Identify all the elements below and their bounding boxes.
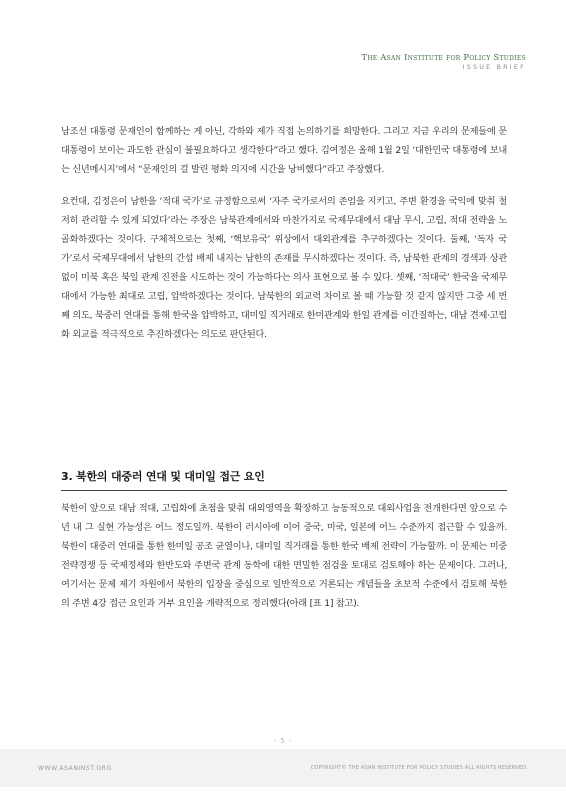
footer-website-link[interactable]: WWW.ASANINST.ORG (38, 765, 112, 772)
section-divider (61, 490, 507, 491)
institute-name: The Asan Institute for Policy Studies (361, 52, 526, 62)
header-brand (362, 52, 526, 71)
section-heading: 3. 북한의 대중러 연대 및 대미일 접근 요인 (61, 470, 265, 483)
body-text (61, 122, 507, 357)
footer-copyright: COPYRIGHT© THE ASAN INSTITUTE FOR POLICY STUDIES ALL RIGHTS RESERVED. (310, 765, 528, 771)
page-number: - 5 - (273, 737, 293, 745)
section-body (61, 499, 507, 626)
paragraph: 북한이 앞으로 대남 적대, 고립화에 초점을 맞춰 대외영역을 확장하고 능동적으로 대외사업을 전개한다면 앞으로 수년 내 그 실현 가능성은 어느 정도일까. 북한이 러시아에 이어 중국, 미국, 일본에 어느 수준까지 접근할 수 있을까. 북한이 대중러 연대를 통한 한미일 공조 균열이나, 대미일 직거래를 통한 한국 배제 전략이 가능할까. 이 문제는 미중 전략경쟁 등 국제정세와 한반도와 주변국 관계 동학에 대한 면밀한 점검을 토대로 검토해야 하는 문제이다. 그러나, 여기서는 문제 제기 차원에서 북한의 입장을 중심으로 일반적으로 거론되는 개념들을 초보적 수준에서 검토해 북한의 주변 4강 접근 요인과 거부 요인을 개략적으로 정리했다(아래 [표 1] 참고). (61, 503, 507, 609)
paragraph: 남조선 대통령 문재인이 함께하는 게 아닌, 각하와 제가 직접 논의하기를 희망한다. 그리고 지금 우리의 문제들에 문 대통령이 보이는 과도한 관심이 불필요하다고 생각한다”라고 했다. 김여정은 올해 1월 2일 ‘대한민국 대통령에 보내는 신년메시지’에서 “문재인의 걸 발린 평화 의지에 시간을 낭비했다”라고 주장했다. (61, 126, 507, 175)
paragraph: 요컨대, 김정은이 남한을 ‘적대 국가’로 규정함으로써 ‘자주 국가로서의 존엄을 지키고, 주변 환경을 국익에 맞춰 철저히 관리할 수 있게 되었다’라는 주장은 남북관계에서와 마찬가지로 국제무대에서 대남 무시, 고립, 적대 전략을 노골화하겠다는 것이다. 구체적으로는 첫째, ‘핵보유국’ 위상에서 대외관계를 추구하겠다는 것이다. 둘째, ‘독자 국가’로서 국제무대에서 남한의 간섭 배제 내지는 남한의 존재를 무시하겠다는 것이다. 즉, 남북한 관계의 경색과 상관없이 미북 혹은 북일 관계 진전을 시도하는 것이 가능하다는 의사 표현으로 볼 수 있다. 셋째, ‘적대국’ 한국을 국제무대에서 가능한 최대로 고립, 압박하겠다는 것이다. 남북한의 외교력 차이로 볼 때 가능할 것 같지 않지만 그중 세 번째 의도, 북중러 연대를 통해 한국을 압박하고, 대미일 직거래로 한미관계와 한일 관계를 이간질하는, 대남 견제·고립화 외교를 적극적으로 추진하겠다는 의도로 판단된다. (61, 196, 507, 340)
issue-brief-label: ISSUE BRIEF (462, 63, 526, 71)
